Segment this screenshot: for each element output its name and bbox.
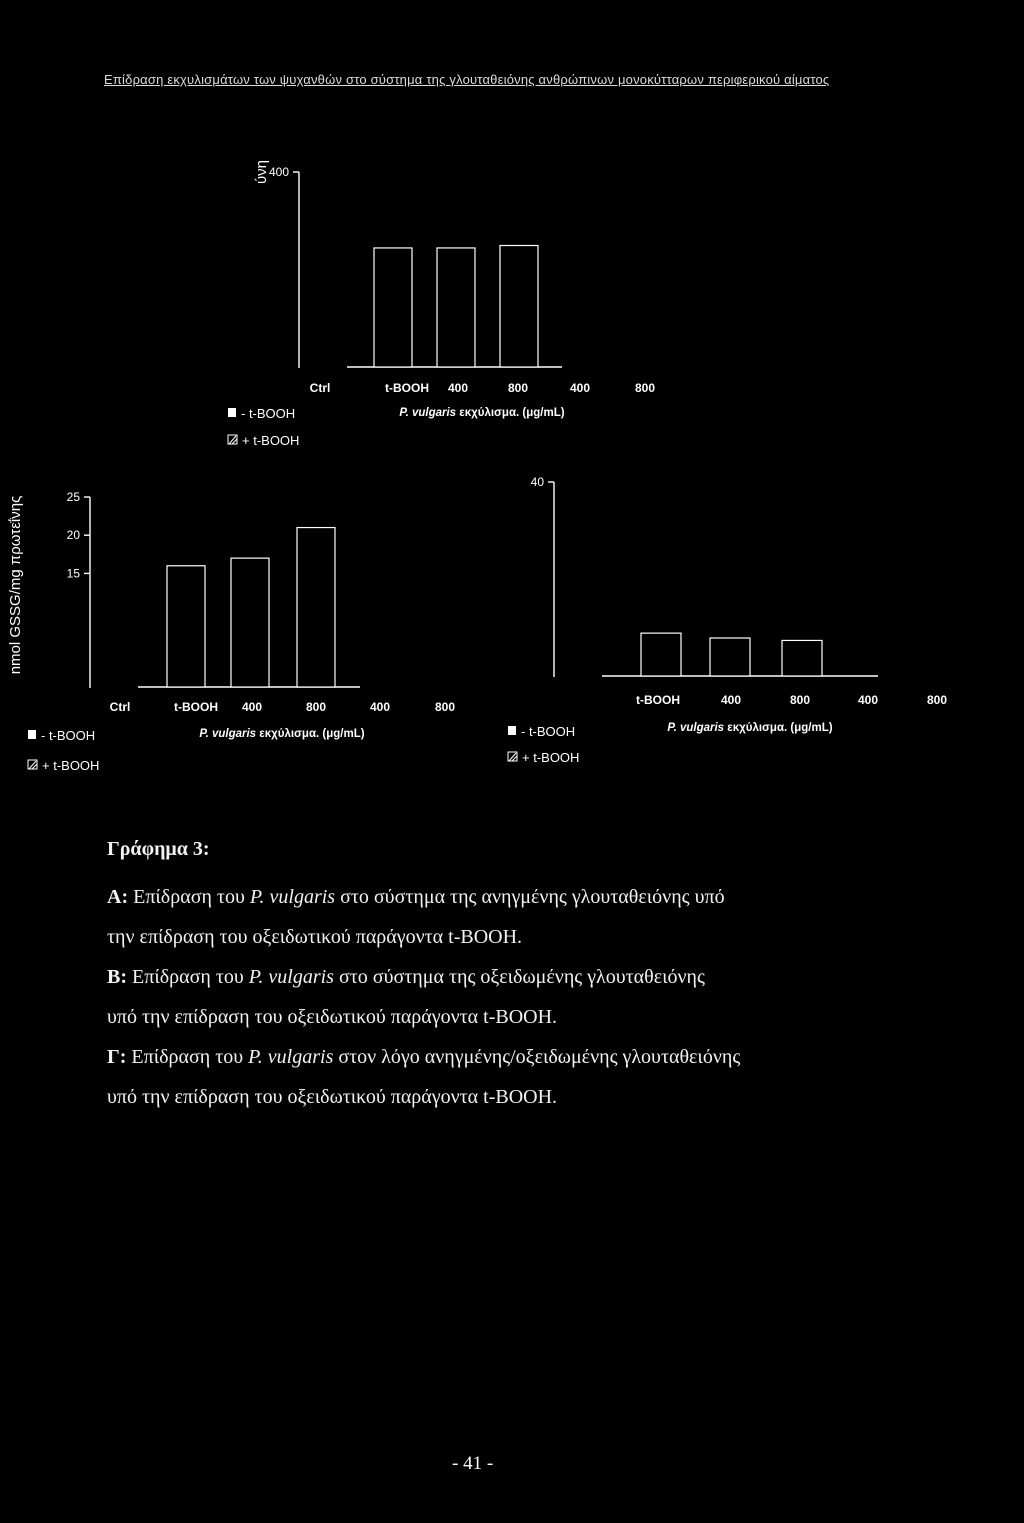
caption-title: Γράφημα 3: bbox=[107, 838, 210, 860]
caption-text: υπό την επίδραση του οξειδωτικού παράγοντα t-BOOH. bbox=[107, 1086, 558, 1108]
caption-text: την επίδραση του οξειδωτικού παράγοντα t-BOOH. bbox=[107, 926, 523, 948]
running-header: Επίδραση εκχυλισμάτων των ψυχανθών στο σύστημα της γλουταθειόνης ανθρώπινων μονοκύτταρων περιφερικού αίματος bbox=[104, 72, 830, 87]
legend-label: + t-BOOH bbox=[522, 750, 580, 765]
category-label: t-BOOH bbox=[385, 381, 429, 395]
category-label: 800 bbox=[305, 700, 327, 714]
chart-panel-a bbox=[228, 160, 655, 448]
category-label: t-BOOH bbox=[174, 700, 218, 714]
category-label: 400 bbox=[857, 693, 879, 707]
caption-letter: Α: bbox=[107, 886, 129, 908]
bar bbox=[167, 566, 205, 687]
chart-panel-c bbox=[508, 475, 947, 765]
y-tick-label: 400 bbox=[268, 165, 289, 179]
caption-item-a bbox=[107, 877, 867, 957]
caption-species: P. vulgaris bbox=[249, 886, 336, 908]
legend-label: + t-BOOH bbox=[242, 433, 300, 448]
caption-species: P. vulgaris bbox=[248, 1046, 334, 1068]
category-label: 800 bbox=[634, 381, 656, 395]
legend bbox=[28, 728, 99, 773]
caption-text: Επίδραση του bbox=[132, 966, 244, 988]
caption-text: στο σύστημα της οξειδωμένης γλουταθειόνης bbox=[338, 966, 705, 988]
category-label: Ctrl bbox=[109, 700, 131, 714]
category-label: Ctrl bbox=[309, 381, 331, 395]
bar bbox=[374, 248, 412, 367]
y-tick-label: 15 bbox=[66, 566, 80, 581]
caption-item-c bbox=[107, 1037, 867, 1117]
chart-panel-b bbox=[7, 490, 455, 773]
category-label: 400 bbox=[447, 381, 469, 395]
species-name: P. vulgaris bbox=[399, 407, 460, 419]
y-axis-label-fragment: ύνη bbox=[253, 159, 270, 185]
legend bbox=[508, 724, 579, 765]
bar bbox=[641, 633, 681, 676]
bar bbox=[437, 248, 475, 367]
units-text: εκχύλισμα. (μg/mL) bbox=[259, 728, 365, 740]
category-group-label bbox=[199, 728, 364, 740]
legend-label: - t-BOOH bbox=[241, 406, 296, 421]
bar bbox=[500, 246, 538, 368]
category-label: 800 bbox=[507, 381, 529, 395]
caption-text: υπό την επίδραση του οξειδωτικού παράγοντα t-BOOH. bbox=[107, 1006, 558, 1028]
category-label: 400 bbox=[569, 381, 591, 395]
caption-letter: Β: bbox=[107, 966, 127, 988]
legend-swatch-solid bbox=[228, 408, 236, 417]
caption-text: Επίδραση του bbox=[133, 886, 245, 908]
species-name: P. vulgaris bbox=[199, 728, 260, 740]
page-number: - 41 - bbox=[452, 1453, 494, 1474]
caption-text: στο σύστημα της ανηγμένης γλουταθειόνης υπό bbox=[340, 886, 725, 908]
legend-swatch-solid bbox=[28, 730, 36, 739]
category-group-label bbox=[667, 722, 832, 734]
bar bbox=[710, 638, 750, 676]
y-tick-label: 25 bbox=[66, 490, 80, 504]
y-axis-label: nmol GSSG/mg πρωτεΐνης bbox=[7, 495, 24, 675]
units-text: εκχύλισμα. (μg/mL) bbox=[459, 407, 565, 419]
category-label: 800 bbox=[434, 700, 456, 714]
caption-text: Επίδραση του bbox=[131, 1046, 244, 1068]
category-label: 400 bbox=[241, 700, 263, 714]
caption-letter: Γ: bbox=[107, 1046, 127, 1068]
legend-label: - t-BOOH bbox=[521, 724, 576, 739]
species-name: P. vulgaris bbox=[667, 722, 728, 734]
units-text: εκχύλισμα. (μg/mL) bbox=[727, 722, 833, 734]
category-label: 800 bbox=[926, 693, 948, 707]
figure-caption bbox=[107, 838, 867, 1117]
category-label: 800 bbox=[789, 693, 811, 707]
y-tick-label: 20 bbox=[66, 528, 80, 543]
category-label: t-BOOH bbox=[636, 693, 680, 707]
legend-label: - t-BOOH bbox=[41, 728, 96, 743]
legend bbox=[228, 406, 299, 448]
caption-text: στον λόγο ανηγμένης/οξειδωμένης γλουταθειόνης bbox=[338, 1046, 741, 1068]
bar bbox=[231, 558, 269, 687]
y-tick-label: 40 bbox=[530, 475, 544, 489]
bar bbox=[782, 640, 822, 676]
legend-label: + t-BOOH bbox=[42, 758, 100, 773]
caption-item-b bbox=[107, 957, 867, 1037]
bar bbox=[297, 528, 335, 687]
legend-swatch-solid bbox=[508, 726, 516, 735]
caption-species: P. vulgaris bbox=[248, 966, 334, 988]
category-group-label bbox=[399, 407, 564, 419]
category-label: 400 bbox=[369, 700, 391, 714]
category-label: 400 bbox=[720, 693, 742, 707]
